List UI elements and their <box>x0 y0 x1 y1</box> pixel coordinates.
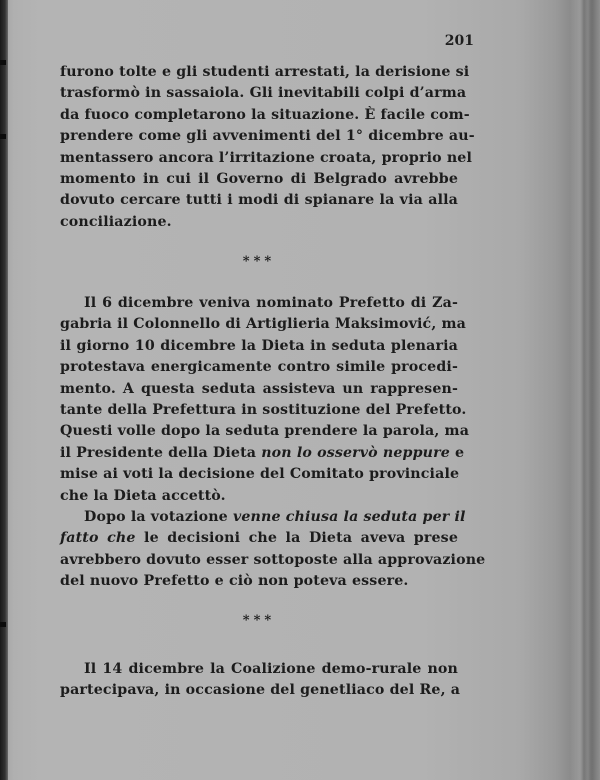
text-line-mixed <box>60 507 466 528</box>
text-line-mixed <box>60 528 458 549</box>
spine-mark <box>0 622 6 627</box>
text-line: il giorno 10 dicembre la Dieta in seduta plenaria <box>60 337 458 354</box>
spine-mark <box>0 60 6 65</box>
text-line: trasformò in sassaiola. Gli inevitabili colpi d’arma <box>60 85 467 102</box>
paragraph-4 <box>60 659 461 702</box>
text-line-mixed <box>60 443 465 464</box>
text-line: mentassero ancora l’irritazione croata, proprio nel <box>60 149 473 166</box>
text-line: partecipava, in occasione del genetliaco del Re, a <box>60 682 461 699</box>
paragraph-2 <box>60 293 486 592</box>
text-line: Questi volle dopo la seduta prendere la parola, ma <box>60 423 470 440</box>
text-line: tante della Prefettura in sostituzione del Prefetto. <box>60 401 467 418</box>
text-line: dovuto cercare tutti i modi di spianare la via alla <box>60 192 458 209</box>
italic-run: venne chiusa la seduta per il <box>232 508 466 525</box>
text-line: del nuovo Prefetto e ciò non poteva essere. <box>60 573 409 590</box>
text-line: avrebbero dovuto esser sottoposte alla approvazione <box>60 551 486 568</box>
paragraph-1 <box>60 62 475 233</box>
spine-mark <box>0 134 6 139</box>
text-run: le decisioni che la Dieta aveva prese <box>135 530 458 547</box>
text-line: mento. A questa seduta assisteva un rappresen- <box>60 380 458 397</box>
italic-run: fatto che <box>60 530 136 547</box>
section-separator: *** <box>242 613 276 628</box>
text-line: da fuoco completarono la situazione. È facile com- <box>60 106 470 123</box>
book-spine <box>0 0 8 780</box>
text-line: mise ai voti la decisione del Comitato provinciale <box>60 466 460 483</box>
text-run: Dopo la votazione <box>84 508 233 525</box>
text-run: il Presidente della Dieta <box>60 444 262 461</box>
text-line: gabria il Colonnello di Artiglieria Maksimović, ma <box>60 316 467 333</box>
page-edge <box>580 0 600 780</box>
section-separator: *** <box>242 254 276 269</box>
italic-run: non lo osservò neppure <box>261 444 450 461</box>
text-line: protestava energicamente contro simile procedi- <box>60 359 458 376</box>
text-line: Il 6 dicembre veniva nominato Prefetto di Za- <box>84 295 458 311</box>
text-line: furono tolte e gli studenti arrestati, la derisione si <box>60 64 470 80</box>
page-number: 201 <box>444 33 474 49</box>
text-line: conciliazione. <box>60 213 172 230</box>
text-line: prendere come gli avvenimenti del 1° dicembre au- <box>60 128 475 145</box>
text-line: momento in cui il Governo di Belgrado avrebbe <box>60 170 458 187</box>
text-run: e <box>449 444 465 461</box>
text-line: Il 14 dicembre la Coalizione demo-rurale non <box>84 661 458 677</box>
text-line: che la Dieta accettò. <box>60 487 226 504</box>
